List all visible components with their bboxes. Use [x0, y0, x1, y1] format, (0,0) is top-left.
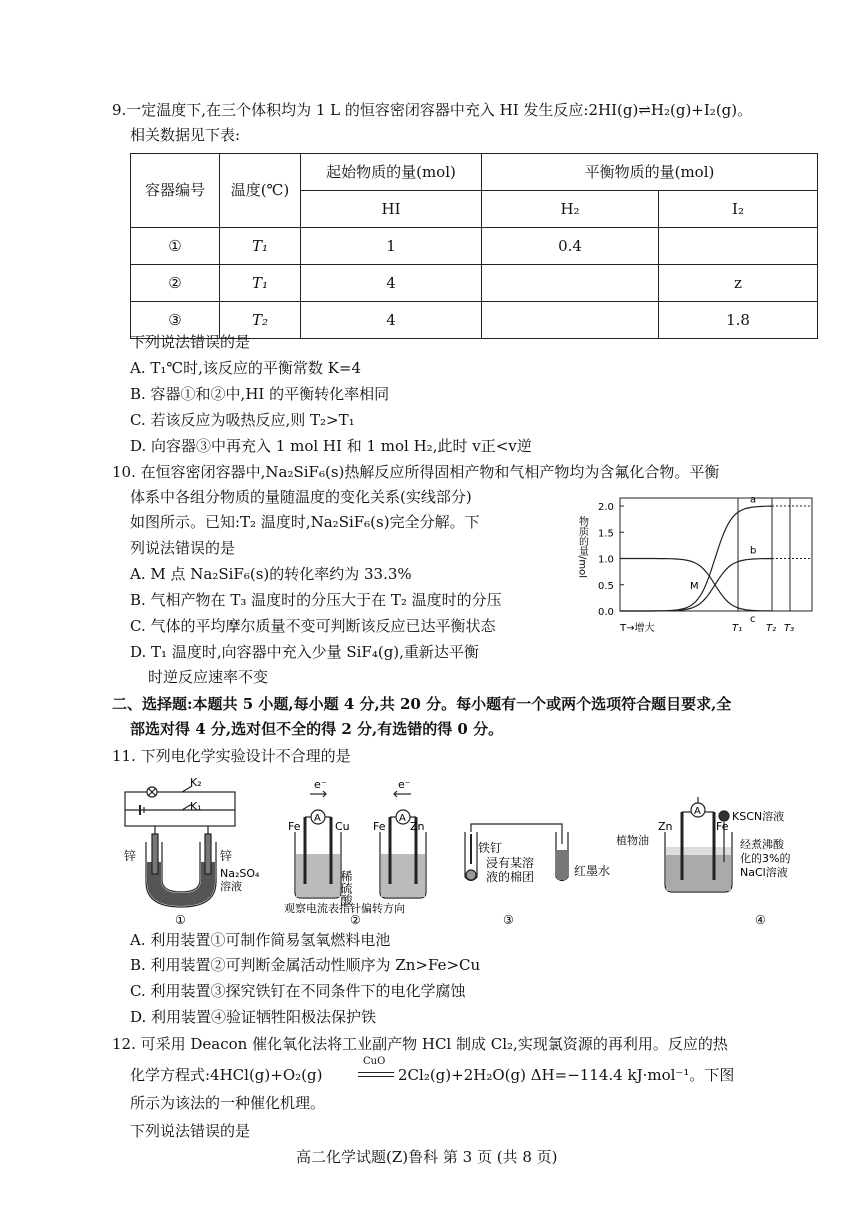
cell-hi: 4 — [301, 302, 482, 339]
cell-i2: 1.8 — [659, 302, 818, 339]
q11-option-a[interactable]: A. 利用装置①可制作简易氢氧燃料电池 — [130, 931, 391, 949]
label-dilute-acid: 稀硫酸 — [339, 870, 353, 906]
cell-h2: 0.4 — [482, 228, 659, 265]
zinc-electrode-left — [152, 834, 158, 874]
page-footer: 高二化学试题(Z)鲁科 第 3 页 (共 8 页) — [296, 1148, 558, 1166]
series-label-b: b — [750, 545, 757, 557]
q11-stem: 11. 下列电化学实验设计不合理的是 — [112, 747, 351, 765]
header-initial-amount: 起始物质的量(mol) — [301, 154, 482, 191]
cell-id: ① — [131, 228, 220, 265]
q10-option-b[interactable]: B. 气相产物在 T₃ 温度时的分压大于在 T₂ 温度时的分压 — [130, 591, 502, 609]
q9-stem: 9.一定温度下,在三个体积均为 1 L 的恒容密闭容器中充入 HI 发生反应:2HI(g)⇌H₂(g)+I₂(g)。 — [112, 101, 753, 119]
equation-arrow-line — [358, 1076, 394, 1077]
label-solution: 溶液 — [220, 880, 242, 893]
temperature-marker-label: T₂ — [766, 623, 777, 634]
label-k1: K₁ — [190, 800, 202, 813]
cell-id: ② — [131, 265, 220, 302]
label-zn-c: Zn — [658, 820, 673, 833]
q12-catalyst: CuO — [363, 1056, 386, 1067]
q10-stem-3: 如图所示。已知:T₂ 温度时,Na₂SiF₆(s)完全分解。下 — [130, 513, 480, 531]
section2-heading-2: 部选对得 4 分,选对但不全的得 2 分,有选错的得 0 分。 — [130, 720, 504, 738]
cell-h2 — [482, 302, 659, 339]
label-red-ink: 红墨水 — [574, 864, 611, 878]
label-zn-b: Zn — [410, 820, 425, 833]
caption-2: 观察电流表指针偏转方向 — [284, 902, 405, 915]
figure-4-label: ④ — [755, 913, 766, 927]
y-tick-label: 2.0 — [598, 502, 614, 513]
header-h2: H₂ — [482, 191, 659, 228]
section2-heading: 二、选择题:本题共 5 小题,每小题 4 分,共 20 分。每小题有一个或两个选项符合题目要求,全 — [112, 695, 732, 713]
label-nacl-2: 化的3%的 — [740, 852, 791, 865]
q12-eq-left: 化学方程式:4HCl(g)+O₂(g) — [130, 1066, 323, 1084]
label-zn-left: 锌 — [124, 849, 137, 863]
figure-3-label: ③ — [503, 913, 514, 927]
cell-temp: T₁ — [220, 265, 301, 302]
cell-h2 — [482, 265, 659, 302]
label-fe-a: Fe — [288, 820, 301, 833]
q9-data-table — [130, 153, 818, 339]
q12-stem-1: 12. 可采用 Deacon 催化氧化法将工业副产物 HCl 制成 Cl₂,实现氯资源的再利用。反应的热 — [112, 1035, 728, 1053]
label-na2so4: Na₂SO₄ — [220, 867, 260, 880]
series-label-c: c — [750, 613, 756, 625]
label-cu: Cu — [335, 820, 350, 833]
header-temperature: 温度(℃) — [220, 154, 301, 228]
cell-temp: T₂ — [220, 302, 301, 339]
q9-option-d[interactable]: D. 向容器③中再充入 1 mol HI 和 1 mol H₂,此时 v正<v逆 — [130, 437, 532, 455]
header-i2: I₂ — [659, 191, 818, 228]
y-tick-label: 0.0 — [598, 607, 614, 618]
cell-hi: 1 — [301, 228, 482, 265]
q9-option-c[interactable]: C. 若该反应为吸热反应,则 T₂>T₁ — [130, 411, 355, 429]
circuit-wire — [125, 792, 235, 826]
q10-option-d-cont: 时逆反应速率不变 — [148, 668, 269, 686]
q11-apparatus-figures — [110, 772, 830, 932]
x-axis-label: T→增大 — [620, 623, 655, 634]
label-nacl-1: 经煮沸酸 — [740, 838, 784, 851]
cell-hi: 4 — [301, 265, 482, 302]
q10-option-a[interactable]: A. M 点 Na₂SiF₆(s)的转化率约为 33.3% — [130, 565, 412, 583]
label-zn-right: 锌 — [220, 849, 233, 863]
point-m-label: M — [690, 580, 699, 592]
q12-stem-3: 所示为该法的一种催化机理。 — [130, 1094, 326, 1112]
cell-i2 — [659, 228, 818, 265]
q10-stem-1: 10. 在恒容密闭容器中,Na₂SiF₆(s)热解反应所得固相产物和气相产物均为含氟化合物。平衡 — [112, 463, 720, 481]
header-hi: HI — [301, 191, 482, 228]
q10-chart — [568, 486, 818, 654]
header-equilibrium-amount: 平衡物质的量(mol) — [482, 154, 818, 191]
q9-stem-2: 相关数据见下表: — [130, 126, 241, 144]
ammeter-label: A — [694, 806, 701, 817]
zinc-electrode-right — [205, 834, 211, 874]
cell-i2: z — [659, 265, 818, 302]
electron-arrow-2: e⁻ — [398, 778, 411, 791]
q11-option-d[interactable]: D. 利用装置④验证牺牲阳极法保护铁 — [130, 1008, 377, 1026]
y-tick-label: 0.5 — [598, 580, 614, 592]
y-tick-label: 1.0 — [598, 554, 614, 566]
y-tick-label: 1.5 — [598, 528, 614, 540]
label-nacl-3: NaCl溶液 — [740, 866, 788, 879]
temperature-marker-label: T₁ — [732, 623, 743, 634]
q11-option-b[interactable]: B. 利用装置②可判断金属活动性顺序为 Zn>Fe>Cu — [130, 956, 481, 974]
header-container: 容器编号 — [131, 154, 220, 228]
cell-id: ③ — [131, 302, 220, 339]
series-label-a: a — [750, 494, 757, 506]
q10-option-c[interactable]: C. 气体的平均摩尔质量不变可判断该反应已达平衡状态 — [130, 617, 496, 635]
q10-option-d[interactable]: D. T₁ 温度时,向容器中充入少量 SiF₄(g),重新达平衡 — [130, 643, 479, 661]
label-fe-b: Fe — [373, 820, 386, 833]
electron-arrow-1: e⁻ — [314, 778, 327, 791]
label-fe-c: Fe — [716, 820, 729, 833]
table-row — [131, 265, 818, 302]
equation-arrow-line — [358, 1072, 394, 1073]
label-nail: 铁钉 — [478, 841, 503, 855]
figure-2-label: ② — [350, 913, 361, 927]
ammeter-label: A — [399, 813, 406, 824]
figure-2 — [295, 791, 426, 898]
label-oil: 植物油 — [616, 834, 649, 847]
q10-stem-2: 体系中各组分物质的量随温度的变化关系(实线部分) — [130, 488, 472, 506]
cell-temp: T₁ — [220, 228, 301, 265]
label-soak-1: 浸有某溶 — [486, 856, 535, 870]
ammeter-label: A — [314, 813, 321, 824]
table-row — [131, 228, 818, 265]
q9-prompt: 下列说法错误的是 — [130, 333, 251, 351]
label-k2: K₂ — [190, 776, 202, 789]
y-axis-label: 物质的量/mol — [576, 516, 588, 579]
q11-option-c[interactable]: C. 利用装置③探究铁钉在不同条件下的电化学腐蚀 — [130, 982, 466, 1000]
label-soak-2: 液的棉团 — [486, 870, 535, 884]
figure-1 — [125, 786, 235, 907]
q12-eq-right: 2Cl₂(g)+2H₂O(g) ΔH=−114.4 kJ·mol⁻¹。下图 — [398, 1066, 735, 1084]
figure-1-label: ① — [175, 913, 186, 927]
q12-prompt: 下列说法错误的是 — [130, 1122, 251, 1140]
q10-stem-4: 列说法错误的是 — [130, 539, 236, 557]
q9-option-a[interactable]: A. T₁℃时,该反应的平衡常数 K=4 — [130, 359, 362, 377]
temperature-marker-label: T₃ — [784, 623, 795, 634]
q9-option-b[interactable]: B. 容器①和②中,HI 的平衡转化率相同 — [130, 385, 390, 403]
label-kscn: KSCN溶液 — [732, 810, 785, 823]
